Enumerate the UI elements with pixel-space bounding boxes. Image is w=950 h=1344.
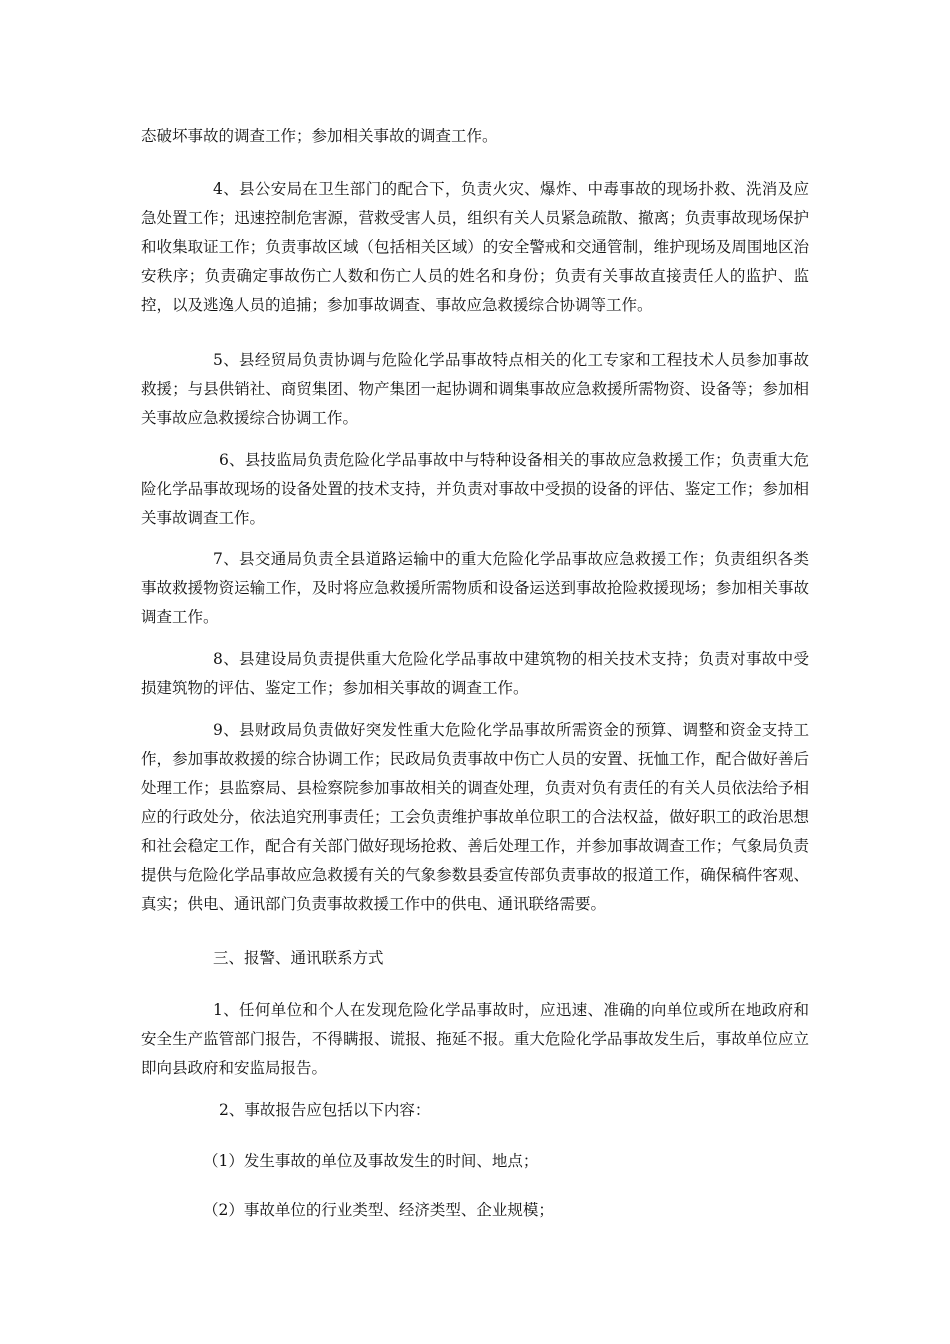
section-heading: 三、报警、通讯联系方式 [213,949,384,967]
list-item-1: （1）发生事故的单位及事故发生的时间、地点； [203,1152,539,1170]
paragraph-continuation: 态破坏事故的调查工作；参加相关事故的调查工作。 [141,127,498,145]
paragraph-report-1: 1、任何单位和个人在发现危险化学品事故时，应迅速、准确的向单位或所在地政府和安全生产监管部门报告，不得瞒报、谎报、拖延不报。重大危险化学品事故发生后，事故单位应立即向县政府和安监局报告。 [141,1001,809,1077]
paragraph-item-6: 6、县技监局负责危险化学品事故中与特种设备相关的事故应急救援工作；负责重大危险化学品事故现场的设备处置的技术支持，并负责对事故中受损的设备的评估、鉴定工作；参加相关事故调查工作。 [141,451,809,527]
paragraph-report-2: 2、事故报告应包括以下内容： [219,1101,431,1119]
paragraph-item-8: 8、县建设局负责提供重大危险化学品事故中建筑物的相关技术支持；负责对事故中受损建筑物的评估、鉴定工作；参加相关事故的调查工作。 [141,650,809,697]
paragraph-item-9: 9、县财政局负责做好突发性重大危险化学品事故所需资金的预算、调整和资金支持工作，参加事故救援的综合协调工作；民政局负责事故中伤亡人员的安置、抚恤工作，配合做好善后处理工作；县监察局、县检察院参加事故相关的调查处理，负责对负有责任的有关人员依法给予相应的行政处分，依法追究刑事责任；工会负责维护事故单位职工的合法权益，做好职工的政治思想和社会稳定工作，配合有关部门做好现场抢救、善后处理工作，并参加事故调查工作；气象局负责提供与危险化学品事故应急救援有关的气象参数县委宣传部负责事故的报道工作，确保稿件客观、真实；供电、通讯部门负责事故救援工作中的供电、通讯联络需要。 [141,721,809,913]
list-item-2: （2）事故单位的行业类型、经济类型、企业规模； [203,1201,554,1219]
paragraph-item-4: 4、县公安局在卫生部门的配合下，负责火灾、爆炸、中毒事故的现场扑救、洗消及应急处置工作；迅速控制危害源，营救受害人员，组织有关人员紧急疏散、撤离；负责事故现场保护和收集取证工作；负责事故区域（包括相关区域）的安全警戒和交通管制，维护现场及周围地区治安秩序；负责确定事故伤亡人数和伤亡人员的姓名和身份；负责有关事故直接责任人的监护、监控，以及逃逸人员的追捕；参加事故调查、事故应急救援综合协调等工作。 [141,180,809,314]
paragraph-item-7: 7、县交通局负责全县道路运输中的重大危险化学品事故应急救援工作；负责组织各类事故救援物资运输工作，及时将应急救援所需物质和设备运送到事故抢险救援现场；参加相关事故调查工作。 [141,550,809,626]
paragraph-item-5: 5、县经贸局负责协调与危险化学品事故特点相关的化工专家和工程技术人员参加事故救援；与县供销社、商贸集团、物产集团一起协调和调集事故应急救援所需物资、设备等；参加相关事故应急救援综合协调工作。 [141,351,809,427]
